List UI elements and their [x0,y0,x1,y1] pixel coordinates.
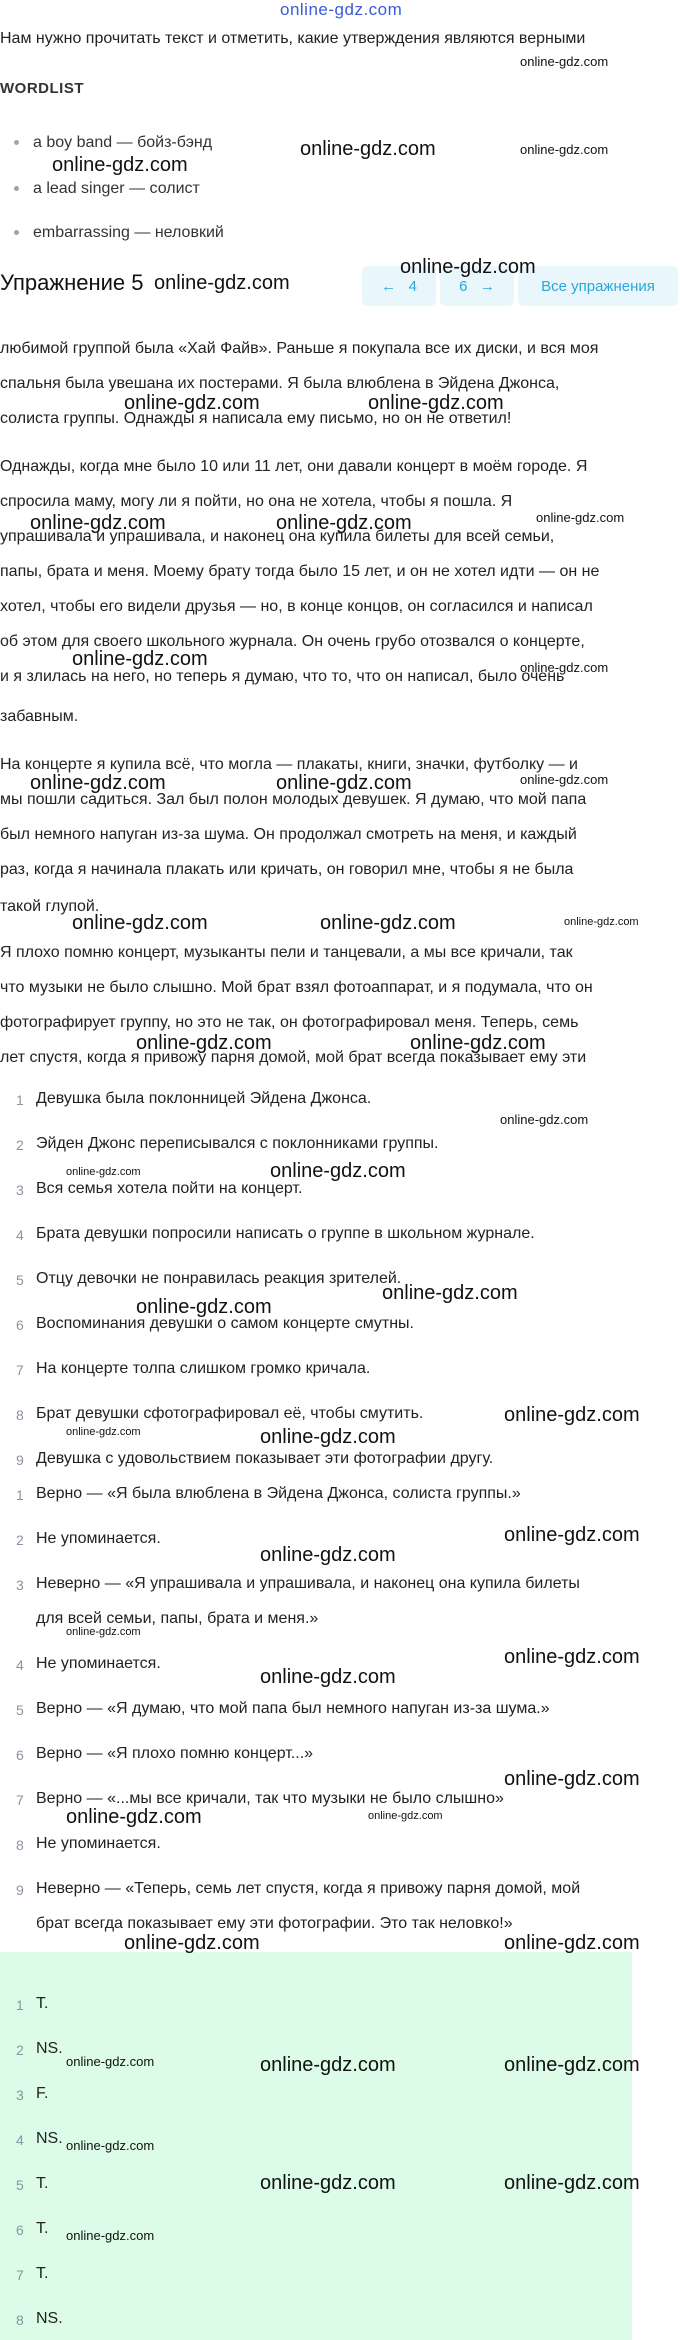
answer-number: 3 [16,2087,24,2103]
watermark: online-gdz.com [260,1544,396,1566]
wordlist-item: embarrassing — неловкий [14,224,224,242]
watermark: online-gdz.com [154,272,290,294]
watermark: online-gdz.com [400,256,536,278]
translation-line: об этом для своего школьного журнала. Он очень грубо отозвался о концерте, [0,633,585,650]
watermark: online-gdz.com [66,2054,155,2069]
statement-number: 8 [16,1407,24,1423]
answer-text: NS. [36,2130,63,2147]
watermark: online-gdz.com [368,1810,443,1822]
explanation-text: Верно — «Я плохо помню концерт...» [36,1745,314,1762]
translation-line: что музыки не было слышно. Мой брат взял фотоаппарат, и я подумала, что он [0,979,593,996]
translation-line: Однажды, когда мне было 10 или 11 лет, они давали концерт в моём городе. Я [0,458,588,475]
answer-text: T. [36,1995,49,2012]
watermark: online-gdz.com [504,1768,640,1790]
statement-text: Брата девушки попросили написать о группе в школьном журнале. [36,1225,535,1242]
translation-line: лет спустя, когда я привожу парня домой, мой брат всегда показывает ему эти [0,1049,587,1066]
watermark: online-gdz.com [300,138,436,160]
prev-exercise-button[interactable] [362,266,436,306]
explanation-number: 4 [16,1657,24,1673]
explanation-text: Верно — «Я была влюблена в Эйдена Джонса, солиста группы.» [36,1485,521,1502]
statement-text: Девушка с удовольствием показывает эти фотографии другу. [36,1450,494,1467]
translation-line: солиста группы. Однажды я написала ему письмо, но он не ответил! [0,410,512,427]
watermark: online-gdz.com [260,2172,396,2194]
explanation-text: Неверно — «Я упрашивала и упрашивала, и наконец она купила билеты [36,1575,580,1592]
statement-number: 7 [16,1362,24,1378]
translation-line: фотографирует группу, но это не так, он фотографировал меня. Теперь, семь [0,1014,579,1031]
answer-number: 1 [16,1997,24,2013]
watermark: online-gdz.com [520,142,609,157]
statement-text: Эйден Джонс переписывался с поклонниками группы. [36,1135,439,1152]
watermark: online-gdz.com [320,912,456,934]
answer-number: 7 [16,2267,24,2283]
bullet-icon [14,230,19,235]
translation-line: На концерте я купила всё, что могла — плакаты, книги, значки, футболку — и [0,756,578,773]
watermark: online-gdz.com [136,1032,272,1054]
explanation-text: Верно — «Я думаю, что мой папа был немного напуган из-за шума.» [36,1700,550,1717]
watermark: online-gdz.com [30,512,166,534]
watermark: online-gdz.com [52,154,188,176]
statement-text: Воспоминания девушки о самом концерте смутны. [36,1315,414,1332]
answers-box [0,1952,632,2340]
answer-text: F. [36,2085,49,2102]
watermark: online-gdz.com [66,2138,155,2153]
statement-number: 9 [16,1452,24,1468]
translation-line: папы, брата и меня. Моему брату тогда было 15 лет, и он не хотел идти — он не [0,563,600,580]
statement-number: 2 [16,1137,24,1153]
watermark: online-gdz.com [260,1666,396,1688]
explanation-number: 5 [16,1702,24,1718]
watermark: online-gdz.com [72,648,208,670]
watermark: online-gdz.com [504,1524,640,1546]
watermark: online-gdz.com [520,54,609,69]
translation-line: любимой группой была «Хай Файв». Раньше я покупала все их диски, и вся моя [0,340,599,357]
explanation-text: Неверно — «Теперь, семь лет спустя, когда я привожу парня домой, мой [36,1880,581,1897]
arrow-left-icon: ← [381,277,397,295]
statement-number: 5 [16,1272,24,1288]
next-exercise-button[interactable] [440,266,514,306]
watermark: online-gdz.com [504,1646,640,1668]
translation-line: забавным. [0,708,79,725]
watermark: online-gdz.com [260,1426,396,1448]
translation-line: раз, когда я начинала плакать или кричать, он говорил мне, чтобы я не была [0,861,574,878]
explanation-text: Не упоминается. [36,1835,161,1852]
translation-line: и я злилась на него, но теперь я думаю, что то, что он написал, было очень [0,668,565,685]
exercise-title: Упражнение 5 [0,270,144,295]
answer-text: T. [36,2220,49,2237]
watermark: online-gdz.com [72,912,208,934]
watermark: online-gdz.com [136,1296,272,1318]
answer-number: 5 [16,2177,24,2193]
translation-line: был немного напуган из-за шума. Он продолжал смотреть на меня, и каждый [0,826,577,843]
watermark: online-gdz.com [66,1626,141,1638]
watermark: online-gdz.com [504,1932,640,1954]
explanation-number: 8 [16,1837,24,1853]
statement-text: Вся семья хотела пойти на концерт. [36,1180,303,1197]
explanation-number: 6 [16,1747,24,1763]
statement-text: Брат девушки сфотографировал её, чтобы смутить. [36,1405,424,1422]
translation-line: упрашивала и упрашивала, и наконец она купила билеты для всей семьи, [0,528,555,545]
statement-number: 4 [16,1227,24,1243]
statement-text: Девушка была поклонницей Эйдена Джонса. [36,1090,372,1107]
all-exercises-button[interactable]: Все упражнения [518,266,678,306]
statement-number: 3 [16,1182,24,1198]
watermark: online-gdz.com [270,1160,406,1182]
watermark: online-gdz.com [382,1282,518,1304]
answer-number: 4 [16,2132,24,2148]
wordlist-item: a boy band — бойз-бэнд [14,134,212,152]
watermark: online-gdz.com [536,510,625,525]
watermark: online-gdz.com [410,1032,546,1054]
explanation-text: брат всегда показывает ему эти фотографии. Это так неловко!» [36,1915,513,1932]
watermark: online-gdz.com [30,772,166,794]
answer-text: T. [36,2265,49,2282]
translation-line: спальня была увешана их постерами. Я была влюблена в Эйдена Джонса, [0,375,560,392]
answer-text: NS. [36,2040,63,2057]
explanation-number: 3 [16,1577,24,1593]
prev-exercise-number: 4 [408,277,417,295]
watermark: online-gdz.com [66,1426,141,1438]
translation-line: такой глупой. [0,898,100,915]
translation-line: хотел, чтобы его видели друзья — но, в конце концов, он согласился и написал [0,598,593,615]
explanation-text: для всей семьи, папы, брата и меня.» [36,1610,319,1627]
watermark: online-gdz.com [124,392,260,414]
bullet-icon [14,140,19,145]
arrow-right-icon: → [479,277,495,295]
intro-text: Нам нужно прочитать текст и отметить, какие утверждения являются верными [0,30,586,47]
watermark: online-gdz.com [66,2228,155,2243]
answer-text: T. [36,2175,49,2192]
site-logo[interactable]: online-gdz.com [280,0,403,19]
watermark: online-gdz.com [520,660,609,675]
explanation-number: 2 [16,1532,24,1548]
answer-text: NS. [36,2310,63,2327]
statement-text: На концерте толпа слишком громко кричала. [36,1360,371,1377]
translation-line: мы пошли садиться. Зал был полон молодых девушек. Я думаю, что мой папа [0,791,587,808]
watermark: online-gdz.com [504,1404,640,1426]
answer-number: 2 [16,2042,24,2058]
explanation-text: Не упоминается. [36,1655,161,1672]
answer-number: 6 [16,2222,24,2238]
explanation-number: 9 [16,1882,24,1898]
explanation-text: Не упоминается. [36,1530,161,1547]
explanation-number: 1 [16,1487,24,1503]
explanation-text: Верно — «...мы все кричали, так что музыки не было слышно» [36,1790,504,1807]
statement-number: 6 [16,1317,24,1333]
watermark: online-gdz.com [260,2054,396,2076]
statement-number: 1 [16,1092,24,1108]
watermark: online-gdz.com [504,2172,640,2194]
watermark: online-gdz.com [66,1166,141,1178]
watermark: online-gdz.com [564,916,639,928]
wordlist-item: a lead singer — солист [14,180,200,198]
watermark: online-gdz.com [520,772,609,787]
watermark: online-gdz.com [504,2054,640,2076]
bullet-icon [14,186,19,191]
wordlist-title: WORDLIST [0,80,84,97]
watermark: online-gdz.com [276,512,412,534]
watermark: online-gdz.com [276,772,412,794]
watermark: online-gdz.com [66,1806,202,1828]
translation-line: спросила маму, могу ли я пойти, но она не хотела, чтобы я пошла. Я [0,493,513,510]
watermark: online-gdz.com [368,392,504,414]
explanation-number: 7 [16,1792,24,1808]
watermark: online-gdz.com [500,1112,589,1127]
next-exercise-number: 6 [459,277,468,295]
statement-text: Отцу девочки не понравилась реакция зрителей. [36,1270,402,1287]
translation-line: Я плохо помню концерт, музыканты пели и танцевали, а мы все кричали, так [0,944,573,961]
answer-number: 8 [16,2312,24,2328]
watermark: online-gdz.com [124,1932,260,1954]
